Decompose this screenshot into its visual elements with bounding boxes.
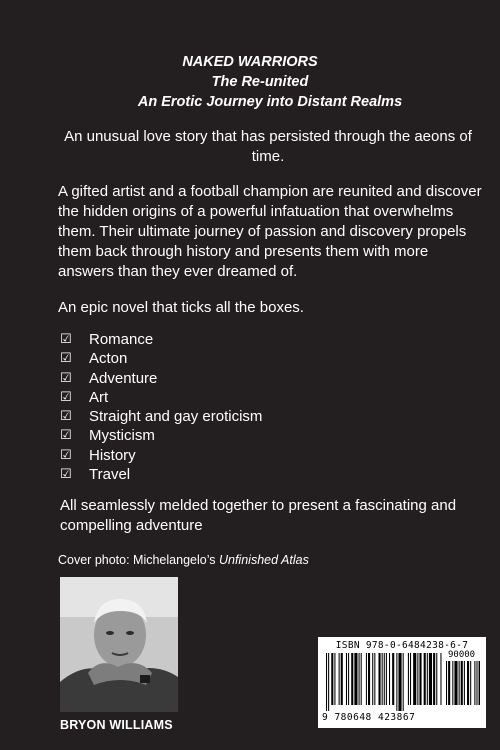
isbn-barcode <box>318 637 486 728</box>
checklist-item: ☑ Adventure <box>60 369 158 387</box>
cover-photo-caption: Cover photo: Michelangelo’s Unfinished Atlas <box>58 553 309 567</box>
blurb-paragraph: A gifted artist and a football champion are reunited and discover the hidden origins of a powerful infatuation that overwhelms them. Their ultimate journey of passion and discovery propels them back through history and presents them with more answers than they ever dreamed of. <box>58 183 482 280</box>
barcode-bars-icon <box>326 653 442 711</box>
book-subtitle: The Re-united <box>211 74 309 90</box>
genre-checklist <box>60 330 262 484</box>
author-portrait-icon <box>60 577 178 712</box>
book-title: NAKED WARRIORS <box>182 54 318 70</box>
checklist-item: ☑ Art <box>60 388 109 406</box>
price-addon: 90000 <box>448 650 476 660</box>
checkbox-icon: ☑ <box>60 447 72 463</box>
checkbox-icon: ☑ <box>60 467 72 483</box>
author-name: BRYON WILLIAMS <box>60 718 173 732</box>
closing-paragraph: All seamlessly melded together to present a fascinating and compelling adventure <box>60 497 457 534</box>
author-photo <box>60 577 178 712</box>
checkbox-icon: ☑ <box>60 332 72 347</box>
checklist-item: ☑ Romance <box>60 331 154 348</box>
checklist-item: ☑ Travel <box>60 466 131 484</box>
checkbox-icon: ☑ <box>60 428 72 444</box>
isbn-label: ISBN 978-0-6484238-6-7 <box>335 640 469 651</box>
book-header <box>0 52 500 112</box>
checklist-item: ☑ Straight and gay eroticism <box>60 408 263 426</box>
checkbox-icon: ☑ <box>60 389 72 405</box>
checkbox-icon: ☑ <box>60 351 72 367</box>
barcode-number: 9 780648 423867 <box>322 712 416 723</box>
addon-bars-icon <box>446 661 480 711</box>
epic-novel-line: An epic novel that ticks all the boxes. <box>58 299 304 316</box>
checklist-item: ☑ Acton <box>60 350 128 368</box>
checklist-item: ☑ Mysticism <box>60 427 155 445</box>
checklist-item: ☑ History <box>60 446 136 464</box>
tagline: An unusual love story that has persisted through the aeons of time. <box>64 128 472 165</box>
checkbox-icon: ☑ <box>60 370 72 386</box>
artwork-title: Unfinished Atlas <box>218 553 309 567</box>
checkbox-icon: ☑ <box>60 409 72 425</box>
book-tagline-subtitle: An Erotic Journey into Distant Realms <box>137 94 403 110</box>
